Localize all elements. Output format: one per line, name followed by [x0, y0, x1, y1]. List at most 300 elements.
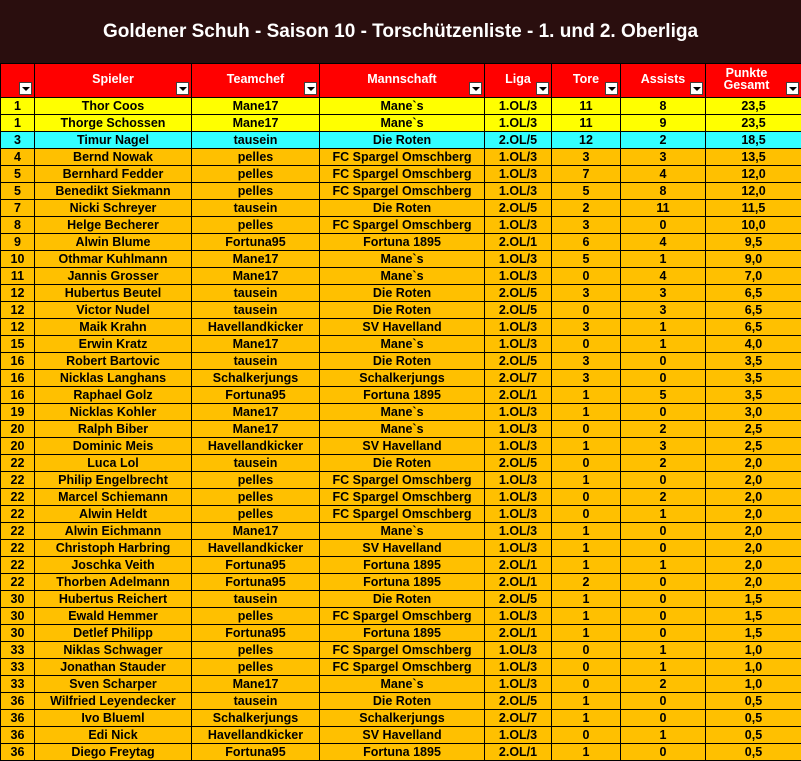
cell-assists[interactable]: 3: [621, 285, 706, 302]
cell-mannschaft[interactable]: FC Spargel Omschberg: [320, 217, 485, 234]
cell-rank[interactable]: 22: [1, 523, 35, 540]
cell-assists[interactable]: 3: [621, 302, 706, 319]
filter-dropdown-button[interactable]: [176, 82, 189, 95]
cell-liga[interactable]: 1.OL/3: [485, 659, 552, 676]
cell-spieler[interactable]: Ewald Hemmer: [35, 608, 192, 625]
cell-mannschaft[interactable]: FC Spargel Omschberg: [320, 489, 485, 506]
cell-spieler[interactable]: Alwin Eichmann: [35, 523, 192, 540]
cell-teamchef[interactable]: Mane17: [192, 404, 320, 421]
cell-assists[interactable]: 1: [621, 659, 706, 676]
cell-liga[interactable]: 1.OL/3: [485, 642, 552, 659]
cell-mannschaft[interactable]: Schalkerjungs: [320, 370, 485, 387]
cell-tore[interactable]: 0: [552, 676, 621, 693]
cell-punkte[interactable]: 1,5: [706, 625, 801, 642]
cell-punkte[interactable]: 7,0: [706, 268, 801, 285]
cell-mannschaft[interactable]: Mane`s: [320, 523, 485, 540]
cell-punkte[interactable]: 0,5: [706, 693, 801, 710]
cell-tore[interactable]: 1: [552, 591, 621, 608]
cell-liga[interactable]: 2.OL/5: [485, 353, 552, 370]
cell-assists[interactable]: 0: [621, 591, 706, 608]
cell-liga[interactable]: 2.OL/5: [485, 285, 552, 302]
cell-punkte[interactable]: 6,5: [706, 302, 801, 319]
cell-teamchef[interactable]: Schalkerjungs: [192, 370, 320, 387]
cell-tore[interactable]: 0: [552, 455, 621, 472]
cell-punkte[interactable]: 12,0: [706, 166, 801, 183]
cell-punkte[interactable]: 2,5: [706, 438, 801, 455]
cell-teamchef[interactable]: Mane17: [192, 98, 320, 115]
cell-assists[interactable]: 1: [621, 319, 706, 336]
cell-liga[interactable]: 1.OL/3: [485, 421, 552, 438]
cell-spieler[interactable]: Maik Krahn: [35, 319, 192, 336]
cell-spieler[interactable]: Jannis Grosser: [35, 268, 192, 285]
cell-mannschaft[interactable]: FC Spargel Omschberg: [320, 149, 485, 166]
cell-liga[interactable]: 1.OL/3: [485, 676, 552, 693]
cell-tore[interactable]: 1: [552, 472, 621, 489]
cell-punkte[interactable]: 6,5: [706, 319, 801, 336]
cell-tore[interactable]: 1: [552, 404, 621, 421]
cell-teamchef[interactable]: Havellandkicker: [192, 438, 320, 455]
cell-teamchef[interactable]: tausein: [192, 353, 320, 370]
cell-spieler[interactable]: Othmar Kuhlmann: [35, 251, 192, 268]
cell-spieler[interactable]: Nicklas Langhans: [35, 370, 192, 387]
cell-mannschaft[interactable]: Fortuna 1895: [320, 744, 485, 761]
cell-spieler[interactable]: Marcel Schiemann: [35, 489, 192, 506]
cell-liga[interactable]: 2.OL/5: [485, 302, 552, 319]
cell-rank[interactable]: 16: [1, 387, 35, 404]
cell-liga[interactable]: 2.OL/5: [485, 200, 552, 217]
cell-tore[interactable]: 1: [552, 438, 621, 455]
cell-punkte[interactable]: 2,0: [706, 557, 801, 574]
cell-liga[interactable]: 2.OL/5: [485, 132, 552, 149]
cell-tore[interactable]: 1: [552, 710, 621, 727]
cell-assists[interactable]: 4: [621, 166, 706, 183]
cell-mannschaft[interactable]: SV Havelland: [320, 438, 485, 455]
cell-assists[interactable]: 4: [621, 234, 706, 251]
cell-assists[interactable]: 3: [621, 438, 706, 455]
cell-spieler[interactable]: Benedikt Siekmann: [35, 183, 192, 200]
cell-punkte[interactable]: 2,0: [706, 455, 801, 472]
cell-punkte[interactable]: 9,5: [706, 234, 801, 251]
cell-assists[interactable]: 4: [621, 268, 706, 285]
cell-spieler[interactable]: Dominic Meis: [35, 438, 192, 455]
cell-liga[interactable]: 1.OL/3: [485, 336, 552, 353]
cell-liga[interactable]: 1.OL/3: [485, 268, 552, 285]
cell-mannschaft[interactable]: Die Roten: [320, 591, 485, 608]
cell-punkte[interactable]: 1,5: [706, 591, 801, 608]
cell-punkte[interactable]: 2,0: [706, 489, 801, 506]
cell-rank[interactable]: 36: [1, 710, 35, 727]
cell-teamchef[interactable]: pelles: [192, 149, 320, 166]
cell-assists[interactable]: 0: [621, 370, 706, 387]
cell-rank[interactable]: 11: [1, 268, 35, 285]
cell-spieler[interactable]: Sven Scharper: [35, 676, 192, 693]
cell-mannschaft[interactable]: FC Spargel Omschberg: [320, 183, 485, 200]
cell-liga[interactable]: 2.OL/1: [485, 574, 552, 591]
cell-rank[interactable]: 22: [1, 557, 35, 574]
cell-tore[interactable]: 5: [552, 183, 621, 200]
cell-punkte[interactable]: 1,0: [706, 642, 801, 659]
cell-assists[interactable]: 1: [621, 506, 706, 523]
cell-spieler[interactable]: Diego Freytag: [35, 744, 192, 761]
cell-assists[interactable]: 8: [621, 98, 706, 115]
cell-rank[interactable]: 36: [1, 744, 35, 761]
cell-rank[interactable]: 4: [1, 149, 35, 166]
cell-teamchef[interactable]: pelles: [192, 506, 320, 523]
cell-liga[interactable]: 1.OL/3: [485, 149, 552, 166]
cell-punkte[interactable]: 1,0: [706, 659, 801, 676]
cell-mannschaft[interactable]: Fortuna 1895: [320, 574, 485, 591]
cell-teamchef[interactable]: Fortuna95: [192, 234, 320, 251]
cell-tore[interactable]: 3: [552, 353, 621, 370]
cell-tore[interactable]: 2: [552, 574, 621, 591]
cell-tore[interactable]: 11: [552, 98, 621, 115]
cell-rank[interactable]: 8: [1, 217, 35, 234]
cell-punkte[interactable]: 12,0: [706, 183, 801, 200]
cell-teamchef[interactable]: tausein: [192, 591, 320, 608]
cell-mannschaft[interactable]: Mane`s: [320, 115, 485, 132]
cell-liga[interactable]: 1.OL/3: [485, 472, 552, 489]
cell-spieler[interactable]: Alwin Blume: [35, 234, 192, 251]
cell-assists[interactable]: 2: [621, 489, 706, 506]
cell-punkte[interactable]: 1,0: [706, 676, 801, 693]
filter-dropdown-button[interactable]: [19, 82, 32, 95]
cell-mannschaft[interactable]: SV Havelland: [320, 540, 485, 557]
cell-punkte[interactable]: 0,5: [706, 727, 801, 744]
cell-liga[interactable]: 2.OL/7: [485, 710, 552, 727]
cell-mannschaft[interactable]: SV Havelland: [320, 319, 485, 336]
cell-tore[interactable]: 2: [552, 200, 621, 217]
cell-rank[interactable]: 1: [1, 98, 35, 115]
cell-spieler[interactable]: Ivo Blueml: [35, 710, 192, 727]
cell-teamchef[interactable]: Fortuna95: [192, 744, 320, 761]
cell-spieler[interactable]: Raphael Golz: [35, 387, 192, 404]
cell-punkte[interactable]: 0,5: [706, 744, 801, 761]
cell-assists[interactable]: 5: [621, 387, 706, 404]
filter-dropdown-button[interactable]: [786, 82, 799, 95]
cell-assists[interactable]: 8: [621, 183, 706, 200]
cell-mannschaft[interactable]: Fortuna 1895: [320, 234, 485, 251]
cell-liga[interactable]: 2.OL/1: [485, 744, 552, 761]
filter-dropdown-button[interactable]: [536, 82, 549, 95]
cell-rank[interactable]: 22: [1, 455, 35, 472]
cell-tore[interactable]: 0: [552, 506, 621, 523]
cell-liga[interactable]: 1.OL/3: [485, 98, 552, 115]
cell-teamchef[interactable]: pelles: [192, 183, 320, 200]
cell-teamchef[interactable]: Havellandkicker: [192, 540, 320, 557]
cell-mannschaft[interactable]: Die Roten: [320, 132, 485, 149]
cell-punkte[interactable]: 3,5: [706, 370, 801, 387]
cell-liga[interactable]: 1.OL/3: [485, 489, 552, 506]
cell-punkte[interactable]: 3,5: [706, 353, 801, 370]
cell-assists[interactable]: 9: [621, 115, 706, 132]
cell-punkte[interactable]: 9,0: [706, 251, 801, 268]
cell-spieler[interactable]: Hubertus Reichert: [35, 591, 192, 608]
cell-mannschaft[interactable]: Mane`s: [320, 251, 485, 268]
cell-mannschaft[interactable]: Mane`s: [320, 336, 485, 353]
cell-liga[interactable]: 2.OL/5: [485, 591, 552, 608]
cell-tore[interactable]: 7: [552, 166, 621, 183]
cell-mannschaft[interactable]: FC Spargel Omschberg: [320, 506, 485, 523]
cell-assists[interactable]: 0: [621, 404, 706, 421]
cell-liga[interactable]: 1.OL/3: [485, 166, 552, 183]
cell-rank[interactable]: 22: [1, 574, 35, 591]
cell-assists[interactable]: 1: [621, 251, 706, 268]
cell-tore[interactable]: 0: [552, 302, 621, 319]
cell-teamchef[interactable]: Mane17: [192, 251, 320, 268]
cell-mannschaft[interactable]: Die Roten: [320, 285, 485, 302]
cell-punkte[interactable]: 2,0: [706, 574, 801, 591]
filter-dropdown-button[interactable]: [605, 82, 618, 95]
cell-tore[interactable]: 1: [552, 523, 621, 540]
cell-tore[interactable]: 3: [552, 285, 621, 302]
cell-teamchef[interactable]: Fortuna95: [192, 574, 320, 591]
cell-teamchef[interactable]: tausein: [192, 132, 320, 149]
cell-punkte[interactable]: 3,0: [706, 404, 801, 421]
cell-assists[interactable]: 0: [621, 608, 706, 625]
cell-rank[interactable]: 22: [1, 472, 35, 489]
cell-liga[interactable]: 2.OL/1: [485, 234, 552, 251]
cell-rank[interactable]: 7: [1, 200, 35, 217]
cell-spieler[interactable]: Ralph Biber: [35, 421, 192, 438]
cell-rank[interactable]: 12: [1, 302, 35, 319]
cell-tore[interactable]: 1: [552, 625, 621, 642]
cell-teamchef[interactable]: pelles: [192, 472, 320, 489]
cell-rank[interactable]: 5: [1, 183, 35, 200]
cell-assists[interactable]: 0: [621, 523, 706, 540]
cell-tore[interactable]: 3: [552, 319, 621, 336]
cell-tore[interactable]: 0: [552, 421, 621, 438]
cell-assists[interactable]: 0: [621, 625, 706, 642]
cell-teamchef[interactable]: Mane17: [192, 676, 320, 693]
cell-rank[interactable]: 16: [1, 353, 35, 370]
cell-tore[interactable]: 11: [552, 115, 621, 132]
cell-spieler[interactable]: Niklas Schwager: [35, 642, 192, 659]
cell-liga[interactable]: 1.OL/3: [485, 727, 552, 744]
cell-assists[interactable]: 0: [621, 574, 706, 591]
cell-rank[interactable]: 33: [1, 642, 35, 659]
cell-tore[interactable]: 1: [552, 557, 621, 574]
cell-assists[interactable]: 11: [621, 200, 706, 217]
cell-tore[interactable]: 5: [552, 251, 621, 268]
cell-teamchef[interactable]: Fortuna95: [192, 387, 320, 404]
cell-mannschaft[interactable]: Die Roten: [320, 353, 485, 370]
cell-tore[interactable]: 0: [552, 268, 621, 285]
cell-spieler[interactable]: Christoph Harbring: [35, 540, 192, 557]
cell-tore[interactable]: 3: [552, 217, 621, 234]
cell-teamchef[interactable]: pelles: [192, 608, 320, 625]
cell-rank[interactable]: 33: [1, 659, 35, 676]
cell-assists[interactable]: 0: [621, 693, 706, 710]
cell-spieler[interactable]: Wilfried Leyendecker: [35, 693, 192, 710]
cell-tore[interactable]: 6: [552, 234, 621, 251]
cell-teamchef[interactable]: Havellandkicker: [192, 319, 320, 336]
cell-rank[interactable]: 33: [1, 676, 35, 693]
cell-rank[interactable]: 19: [1, 404, 35, 421]
cell-teamchef[interactable]: Havellandkicker: [192, 727, 320, 744]
cell-liga[interactable]: 2.OL/1: [485, 625, 552, 642]
cell-tore[interactable]: 0: [552, 727, 621, 744]
cell-assists[interactable]: 3: [621, 149, 706, 166]
cell-mannschaft[interactable]: Mane`s: [320, 268, 485, 285]
cell-teamchef[interactable]: Mane17: [192, 523, 320, 540]
cell-rank[interactable]: 10: [1, 251, 35, 268]
cell-liga[interactable]: 2.OL/1: [485, 387, 552, 404]
cell-teamchef[interactable]: tausein: [192, 200, 320, 217]
cell-liga[interactable]: 1.OL/3: [485, 608, 552, 625]
cell-punkte[interactable]: 0,5: [706, 710, 801, 727]
cell-assists[interactable]: 0: [621, 744, 706, 761]
cell-mannschaft[interactable]: Die Roten: [320, 200, 485, 217]
cell-spieler[interactable]: Thorben Adelmann: [35, 574, 192, 591]
cell-assists[interactable]: 1: [621, 557, 706, 574]
cell-mannschaft[interactable]: Schalkerjungs: [320, 710, 485, 727]
cell-spieler[interactable]: Timur Nagel: [35, 132, 192, 149]
cell-spieler[interactable]: Erwin Kratz: [35, 336, 192, 353]
cell-spieler[interactable]: Edi Nick: [35, 727, 192, 744]
cell-tore[interactable]: 1: [552, 744, 621, 761]
cell-mannschaft[interactable]: Fortuna 1895: [320, 625, 485, 642]
cell-rank[interactable]: 3: [1, 132, 35, 149]
cell-rank[interactable]: 16: [1, 370, 35, 387]
cell-spieler[interactable]: Alwin Heldt: [35, 506, 192, 523]
cell-rank[interactable]: 9: [1, 234, 35, 251]
cell-punkte[interactable]: 23,5: [706, 115, 801, 132]
cell-punkte[interactable]: 2,0: [706, 523, 801, 540]
cell-mannschaft[interactable]: Die Roten: [320, 302, 485, 319]
cell-assists[interactable]: 0: [621, 472, 706, 489]
cell-assists[interactable]: 0: [621, 540, 706, 557]
cell-liga[interactable]: 2.OL/5: [485, 455, 552, 472]
cell-assists[interactable]: 0: [621, 217, 706, 234]
cell-mannschaft[interactable]: FC Spargel Omschberg: [320, 472, 485, 489]
cell-punkte[interactable]: 10,0: [706, 217, 801, 234]
cell-teamchef[interactable]: Fortuna95: [192, 557, 320, 574]
cell-punkte[interactable]: 2,5: [706, 421, 801, 438]
cell-tore[interactable]: 1: [552, 540, 621, 557]
cell-rank[interactable]: 22: [1, 489, 35, 506]
cell-liga[interactable]: 1.OL/3: [485, 115, 552, 132]
cell-tore[interactable]: 1: [552, 387, 621, 404]
cell-liga[interactable]: 2.OL/1: [485, 557, 552, 574]
cell-spieler[interactable]: Nicki Schreyer: [35, 200, 192, 217]
cell-mannschaft[interactable]: SV Havelland: [320, 727, 485, 744]
cell-teamchef[interactable]: pelles: [192, 217, 320, 234]
cell-tore[interactable]: 0: [552, 642, 621, 659]
cell-teamchef[interactable]: pelles: [192, 166, 320, 183]
cell-spieler[interactable]: Bernd Nowak: [35, 149, 192, 166]
cell-mannschaft[interactable]: Mane`s: [320, 421, 485, 438]
cell-mannschaft[interactable]: Fortuna 1895: [320, 387, 485, 404]
cell-teamchef[interactable]: pelles: [192, 659, 320, 676]
cell-mannschaft[interactable]: FC Spargel Omschberg: [320, 608, 485, 625]
cell-teamchef[interactable]: Mane17: [192, 268, 320, 285]
cell-rank[interactable]: 30: [1, 608, 35, 625]
cell-punkte[interactable]: 11,5: [706, 200, 801, 217]
cell-spieler[interactable]: Thorge Schossen: [35, 115, 192, 132]
cell-rank[interactable]: 30: [1, 625, 35, 642]
cell-spieler[interactable]: Hubertus Beutel: [35, 285, 192, 302]
cell-teamchef[interactable]: Mane17: [192, 421, 320, 438]
cell-mannschaft[interactable]: FC Spargel Omschberg: [320, 642, 485, 659]
cell-rank[interactable]: 22: [1, 540, 35, 557]
cell-rank[interactable]: 30: [1, 591, 35, 608]
cell-assists[interactable]: 2: [621, 676, 706, 693]
cell-liga[interactable]: 1.OL/3: [485, 404, 552, 421]
cell-mannschaft[interactable]: FC Spargel Omschberg: [320, 166, 485, 183]
cell-assists[interactable]: 1: [621, 336, 706, 353]
cell-mannschaft[interactable]: Fortuna 1895: [320, 557, 485, 574]
cell-rank[interactable]: 12: [1, 319, 35, 336]
cell-teamchef[interactable]: pelles: [192, 642, 320, 659]
cell-liga[interactable]: 1.OL/3: [485, 183, 552, 200]
cell-mannschaft[interactable]: Mane`s: [320, 676, 485, 693]
cell-spieler[interactable]: Philip Engelbrecht: [35, 472, 192, 489]
cell-teamchef[interactable]: Mane17: [192, 115, 320, 132]
cell-assists[interactable]: 1: [621, 727, 706, 744]
cell-rank[interactable]: 36: [1, 693, 35, 710]
cell-liga[interactable]: 2.OL/5: [485, 693, 552, 710]
cell-spieler[interactable]: Victor Nudel: [35, 302, 192, 319]
cell-mannschaft[interactable]: Mane`s: [320, 98, 485, 115]
cell-punkte[interactable]: 2,0: [706, 472, 801, 489]
cell-punkte[interactable]: 3,5: [706, 387, 801, 404]
cell-liga[interactable]: 1.OL/3: [485, 251, 552, 268]
cell-teamchef[interactable]: pelles: [192, 489, 320, 506]
cell-spieler[interactable]: Detlef Philipp: [35, 625, 192, 642]
cell-spieler[interactable]: Luca Lol: [35, 455, 192, 472]
cell-teamchef[interactable]: tausein: [192, 455, 320, 472]
cell-assists[interactable]: 0: [621, 710, 706, 727]
cell-assists[interactable]: 0: [621, 353, 706, 370]
cell-tore[interactable]: 0: [552, 659, 621, 676]
cell-teamchef[interactable]: Fortuna95: [192, 625, 320, 642]
cell-punkte[interactable]: 13,5: [706, 149, 801, 166]
cell-mannschaft[interactable]: Die Roten: [320, 455, 485, 472]
cell-teamchef[interactable]: tausein: [192, 285, 320, 302]
cell-rank[interactable]: 36: [1, 727, 35, 744]
cell-assists[interactable]: 2: [621, 421, 706, 438]
cell-spieler[interactable]: Robert Bartovic: [35, 353, 192, 370]
cell-teamchef[interactable]: Mane17: [192, 336, 320, 353]
filter-dropdown-button[interactable]: [690, 82, 703, 95]
filter-dropdown-button[interactable]: [469, 82, 482, 95]
cell-punkte[interactable]: 6,5: [706, 285, 801, 302]
cell-punkte[interactable]: 18,5: [706, 132, 801, 149]
cell-punkte[interactable]: 1,5: [706, 608, 801, 625]
cell-spieler[interactable]: Bernhard Fedder: [35, 166, 192, 183]
cell-punkte[interactable]: 4,0: [706, 336, 801, 353]
cell-spieler[interactable]: Nicklas Kohler: [35, 404, 192, 421]
cell-spieler[interactable]: Thor Coos: [35, 98, 192, 115]
cell-liga[interactable]: 1.OL/3: [485, 217, 552, 234]
cell-liga[interactable]: 1.OL/3: [485, 540, 552, 557]
cell-teamchef[interactable]: tausein: [192, 302, 320, 319]
cell-rank[interactable]: 5: [1, 166, 35, 183]
cell-liga[interactable]: 1.OL/3: [485, 506, 552, 523]
cell-mannschaft[interactable]: Mane`s: [320, 404, 485, 421]
cell-rank[interactable]: 12: [1, 285, 35, 302]
cell-rank[interactable]: 22: [1, 506, 35, 523]
cell-tore[interactable]: 1: [552, 608, 621, 625]
cell-tore[interactable]: 0: [552, 336, 621, 353]
cell-liga[interactable]: 1.OL/3: [485, 523, 552, 540]
cell-assists[interactable]: 2: [621, 132, 706, 149]
cell-punkte[interactable]: 23,5: [706, 98, 801, 115]
cell-tore[interactable]: 1: [552, 693, 621, 710]
cell-tore[interactable]: 3: [552, 149, 621, 166]
cell-assists[interactable]: 1: [621, 642, 706, 659]
cell-liga[interactable]: 1.OL/3: [485, 438, 552, 455]
